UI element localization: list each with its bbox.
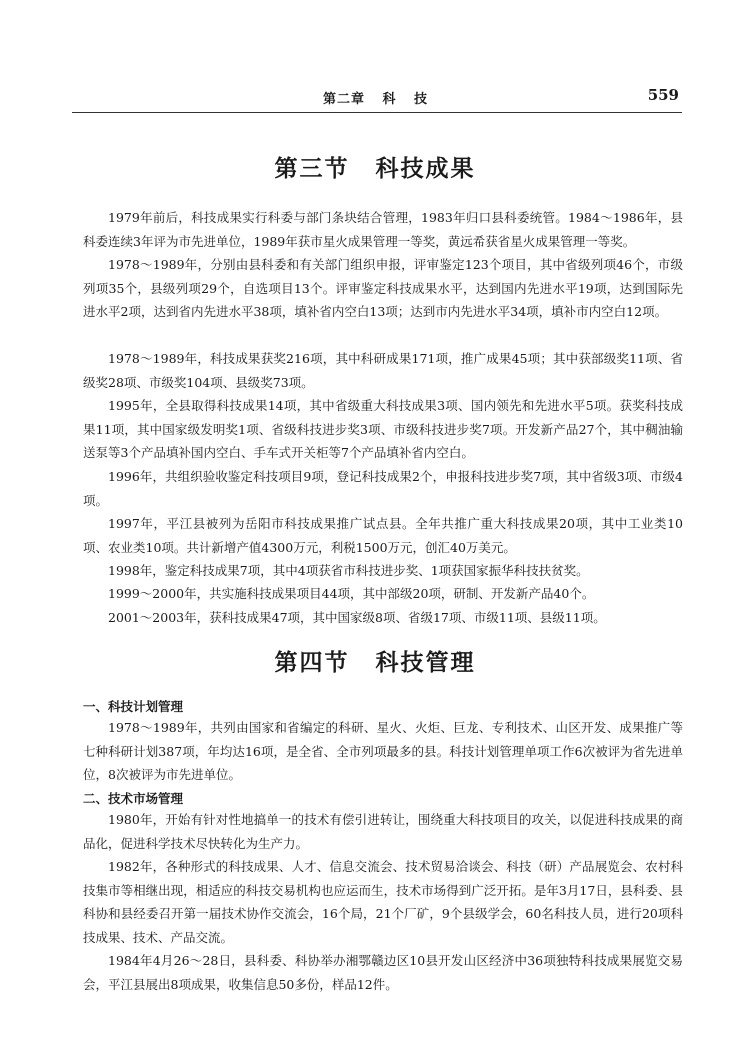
header-rule [72,112,682,113]
s4-2-paragraph-2: 1982年，各种形式的科技成果、人才、信息交流会、技术贸易洽谈会、科技（研）产品展览会、农村科技集市等相继出现，相适应的科技交易机构也应运而生，技术市场得到广泛开拓。是年3月17日，县科委、县科协和县经委召开第一届技术协作交流会，16个局，21个厂矿，9个县级学会，60名科技人员，进行20项科技成果、技术、产品交流。 [83,859,683,945]
section-4-title [0,644,750,677]
s4-2-paragraph-1: 1980年，开始有针对性地搞单一的技术有偿引进转让，围绕重大科技项目的攻关，以促进科技成果的商品化，促进科学技术尽快转化为生产力。 [83,812,683,851]
running-header [72,88,679,110]
s3-paragraph-5: 1996年，共组织验收鉴定科技项目9项，登记科技成果2个，申报科技进步奖7项，其中省级3项、市级4项。 [83,469,683,508]
s3-paragraph-8: 1999～2000年，共实施科技成果项目44项，其中部级20项，研制、开发新产品40个。 [108,586,595,601]
chapter-number: 第二章 [322,92,365,107]
s3-paragraph-1: 1979年前后，科技成果实行科委与部门条块结合管理，1983年归口县科委统管。1984～1986年，县科委连续3年评为市先进单位，1989年获市星火成果管理一等奖，黄远希获省星火成果管理一等奖。 [83,210,683,249]
s4-1-paragraph-1: 1978～1989年，共列由国家和省编定的科研、星火、火炬、巨龙、专利技术、山区开发、成果推广等七种科研计划387项，年均达16项，是全省、全市列项最多的县。科技计划管理单项工作6次被评为省先进单位，8次被评为市先进单位。 [83,720,683,782]
s3-paragraph-6: 1997年，平江县被列为岳阳市科技成果推广试点县。全年共推广重大科技成果20项，其中工业类10项、农业类10项。共计新增产值4300万元，利税1500万元，创汇40万美元。 [83,516,683,555]
section-4-number: 第四节 [274,650,350,676]
subheading-plan-management: 一、科技计划管理 [83,699,184,714]
s3-paragraph-2: 1978～1989年，分别由县科委和有关部门组织申报，评审鉴定123个项目，其中省级列项46个，市级列项35个，县级列项29个，自选项目13个。评审鉴定科技成果水平，达到国内先进水平19项，达到国际先进水平2项，达到省内先进水平38项，填补省内空白13项；达到市内先进水平34项，填补市内空白12项。 [83,257,683,319]
subheading-market-management: 二、技术市场管理 [83,791,184,806]
s3-paragraph-3: 1978～1989年，科技成果获奖216项，其中科研成果171项，推广成果45项；其中获部级奖11项、省级奖28项、市级奖104项、县级奖73项。 [83,351,683,390]
s3-paragraph-9: 2001～2003年，获科技成果47项，其中国家级8项、省级17项、市级11项、县级11项。 [108,610,606,625]
section-3-number: 第三节 [274,156,350,182]
page-number: 559 [647,86,679,104]
s3-paragraph-4: 1995年，全县取得科技成果14项，其中省级重大科技成果3项、国内领先和先进水平5项。获奖科技成果11项，其中国家级发明奖1项、省级科技进步奖3项、市级科技进步奖7项。开发新产品27个，其中稠油输送泵等3个产品填补国内空白、手车式开关柜等7个产品填补省内空白。 [83,398,683,460]
chapter-title [72,88,679,107]
chapter-subject-2: 技 [414,92,429,107]
section-3-title [0,150,750,183]
s3-paragraph-7: 1998年，鉴定科技成果7项，其中4项获省市科技进步奖、1项获国家振华科技扶贫奖。 [108,563,589,578]
section-3-name: 科技成果 [375,156,476,182]
section-4-name: 科技管理 [375,650,476,676]
s4-2-paragraph-3: 1984年4月26～28日，县科委、科协举办湘鄂赣边区10县开发山区经济中36项独特科技成果展览交易会，平江县展出8项成果，收集信息50多份，样品12件。 [83,953,683,992]
chapter-subject-1: 科 [382,92,397,107]
